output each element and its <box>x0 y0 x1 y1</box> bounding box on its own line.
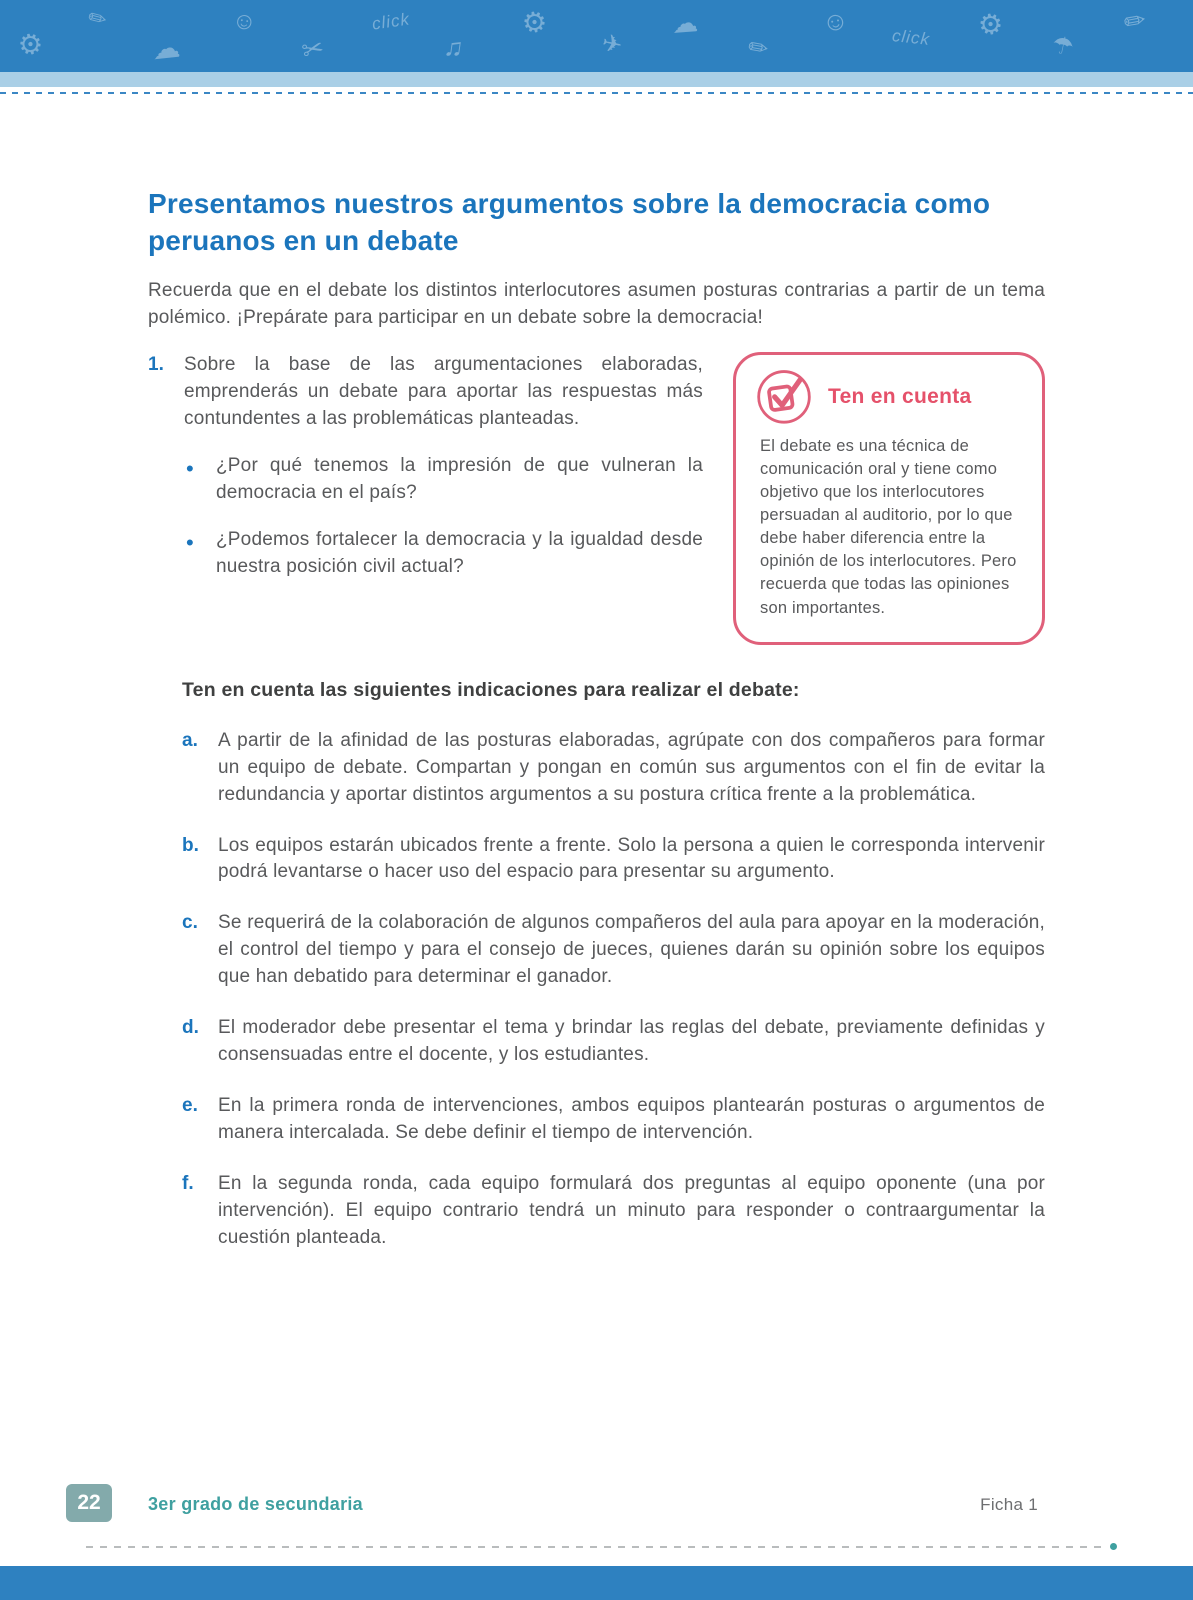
step-item-a <box>182 728 1045 809</box>
step-letter: e. <box>182 1095 198 1117</box>
step-text: En la primera ronda de intervenciones, ambos equipos plantearán posturas o argumentos de manera intercalada. Se debe definir el tiempo de intervención. <box>218 1095 1045 1144</box>
numbered-item-1 <box>148 352 703 433</box>
step-letter: a. <box>182 729 198 751</box>
step-item-d <box>182 1015 1045 1069</box>
music-doodle-icon: ♫ <box>442 30 466 64</box>
click-doodle-text: click <box>370 9 412 34</box>
bullet-text: ¿Por qué tenemos la impresión de que vulneran la democracia en el país? <box>216 454 703 503</box>
bottom-blue-bar <box>0 1566 1193 1600</box>
ten-en-cuenta-box <box>733 352 1045 645</box>
numbered-item-text: Sobre la base de las argumentaciones elaboradas, emprenderás un debate para aportar las respuestas más contundentes a las problemáticas planteadas. <box>184 353 703 429</box>
gear-doodle-icon: ⚙ <box>519 5 550 40</box>
step-letter: c. <box>182 912 198 934</box>
page-number-badge: 22 <box>66 1484 112 1522</box>
item-number: 1. <box>148 353 164 375</box>
step-letter: f. <box>182 1173 194 1195</box>
step-letter: d. <box>182 1017 199 1039</box>
footer-grade-label: 3er grado de secundaria <box>148 1494 363 1514</box>
umbrella-doodle-icon: ☂ <box>1049 31 1077 62</box>
gear-doodle-icon: ⚙ <box>15 26 47 63</box>
two-column-row <box>148 352 1045 645</box>
top-banner <box>0 0 1193 72</box>
bullet-dot-icon <box>186 453 216 507</box>
left-column <box>148 352 703 645</box>
step-item-b <box>182 833 1045 887</box>
section-heading: Ten en cuenta las siguientes indicaciones para realizar el debate: <box>182 678 800 701</box>
divider-end-dot <box>1110 1543 1117 1550</box>
step-text: A partir de la afinidad de las posturas elaboradas, agrúpate con dos compañeros para formar un equipo de debate. Compartan y pongan en común sus argumentos con el fin de evitar la redundancia y aportar distintos argumentos a su postura crítica frente a la problemática. <box>218 729 1045 805</box>
bullet-item <box>186 527 703 581</box>
pencil-doodle-icon: ✏ <box>745 33 771 64</box>
step-letter: b. <box>182 834 199 856</box>
pencil-doodle-icon: ✏ <box>85 4 110 33</box>
note-title: Ten en cuenta <box>828 384 972 408</box>
footer-dashed-divider <box>86 1546 1104 1548</box>
top-dashed-divider <box>0 92 1193 94</box>
click-doodle-text: click <box>891 26 932 49</box>
main-content <box>148 186 1045 1276</box>
banner-light-strip <box>0 72 1193 87</box>
bullet-item <box>186 453 703 507</box>
step-item-e <box>182 1093 1045 1147</box>
smiley-doodle-icon: ☺ <box>819 3 852 39</box>
scissors-doodle-icon: ✂ <box>298 31 327 67</box>
plane-doodle-icon: ✈ <box>599 29 625 60</box>
step-item-f <box>182 1171 1045 1252</box>
bullet-text: ¿Podemos fortalecer la democracia y la igualdad desde nuestra posición civil actual? <box>216 528 703 577</box>
footer-ficha-label: Ficha 1 <box>980 1495 1038 1514</box>
note-header <box>754 369 1022 425</box>
intro-paragraph: Recuerda que en el debate los distintos interlocutores asumen posturas contrarias a partir de un tema polémico. ¡Prepárate para participar en un debate sobre la democracia! <box>148 279 1045 328</box>
checkbox-check-icon <box>754 365 814 425</box>
bullet-dot-icon <box>186 527 216 581</box>
pencil-doodle-icon: ✏ <box>1121 4 1149 38</box>
note-body-text: El debate es una técnica de comunicación oral y tiene como objetivo que los interlocutores persuadan al auditorio, por lo que debe haber diferencia entre la opinión de los interlocutores. Pero recuerda que todas las opiniones son importantes. <box>760 436 1017 617</box>
step-text: El moderador debe presentar el tema y brindar las reglas del debate, previamente definidas y consensuadas entre el docente, y los estudiantes. <box>218 1017 1045 1066</box>
step-item-c <box>182 910 1045 991</box>
step-text: Los equipos estarán ubicados frente a frente. Solo la persona a quien le corresponda intervenir podrá levantarse o hacer uso del espacio para presentar su argumento. <box>218 834 1045 883</box>
cloud-doodle-icon: ☁ <box>670 7 699 39</box>
smiley-doodle-icon: ☺ <box>229 6 259 37</box>
step-text: Se requerirá de la colaboración de algunos compañeros del aula para apoyar en la moderación, el control del tiempo y para el consejo de jueces, quienes darán su opinión sobre los equipos que han debatido para determinar el ganador. <box>218 912 1045 988</box>
gear-doodle-icon: ⚙ <box>975 7 1006 42</box>
cloud-doodle-icon: ☁ <box>150 31 182 66</box>
page-title: Presentamos nuestros argumentos sobre la democracia como peruanos en un debate <box>148 188 991 256</box>
step-text: En la segunda ronda, cada equipo formulará dos preguntas al equipo oponente (una por intervención). El equipo contrario tendrá un minuto para responder o contraargumentar la cuestión planteada. <box>218 1173 1045 1249</box>
